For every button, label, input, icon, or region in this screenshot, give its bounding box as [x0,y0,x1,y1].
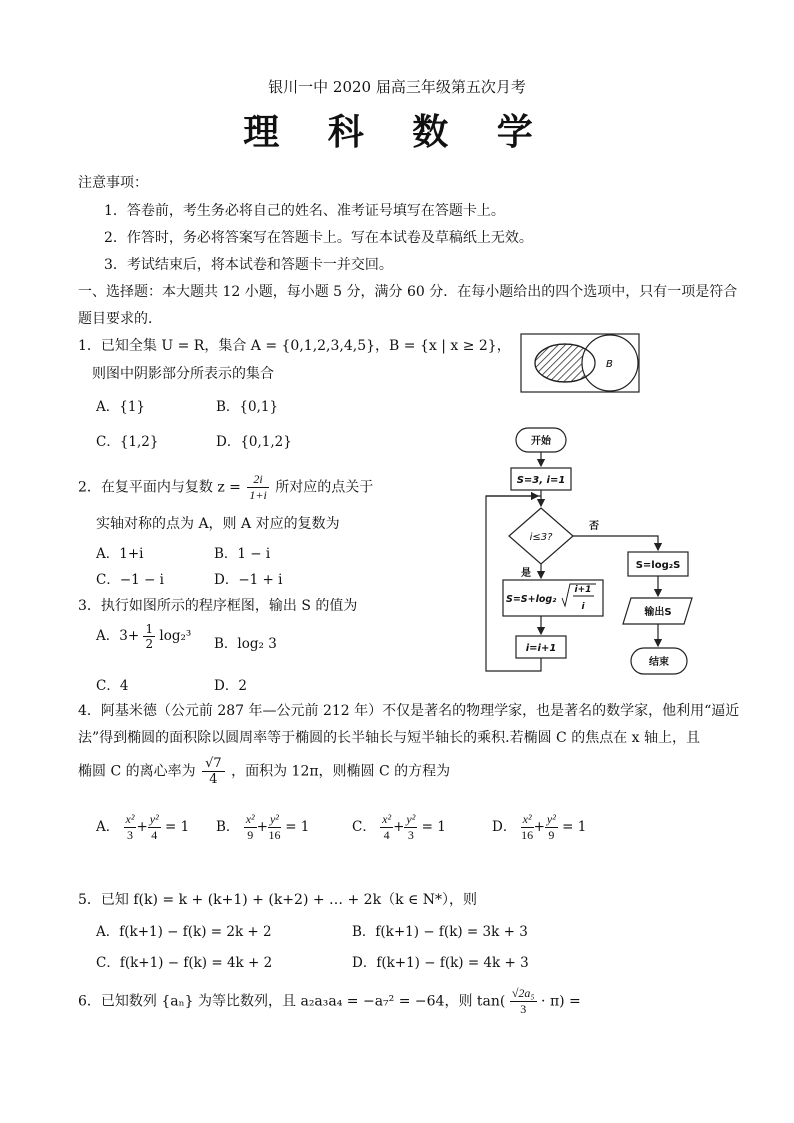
notice-item: 2．作答时，务必将答案写在答题卡上。写在本试卷及草稿纸上无效。 [104,230,533,246]
question-4-stem-cont: 法”得到椭圆的面积除以圆周率等于椭圆的长半轴长与短半轴长的乘积.若椭圆 C 的焦点在 x 轴上，且 [78,730,701,746]
venn-diagram [520,333,640,393]
question-2-option-a: A．1+i [96,546,144,562]
fraction-numerator: √2a₅ [511,986,535,1000]
section-heading-cont: 题目要求的． [78,311,162,327]
question-1-option-c: C．{1,2} [96,434,159,450]
flowchart-end-label: 结束 [649,657,669,668]
flowchart-increment-label: i=i+1 [525,643,557,654]
question-1-stem: 1．已知全集 U = R，集合 A = {0,1,2,3,4,5}，B = {x | x ≥ 2}， [78,338,511,354]
question-4-stem-cont2: 椭圆 C 的离心率为 $\frac{√7}{4}$ ，面积为 12π，则椭圆 C 的方程为 [78,756,451,787]
question-2-stem: 2．在复平面内与复数 z = $\frac{2i}{1+i}$ 所对应的点关于 [78,472,374,502]
question-1-option-d: D．{0,1,2} [216,434,292,450]
eccentricity-numerator: √7 [202,756,225,772]
question-5-stem: 5．已知 f(k) = k + (k+1) + (k+2) + … + 2k（k ∈ N*），则 [78,892,478,908]
question-5-option-a: A．f(k+1) − f(k) = 2k + 2 [96,924,272,940]
question-4-stem: 4．阿基米德（公元前 287 年—公元前 212 年）不仅是著名的物理学家，也是著名的数学家，他利用“逼近 [78,703,740,719]
question-4-option-d: D． $\frac{\text{x²}}{16}$ + $\frac{\text{y²}}{9}$ = 1 [492,812,587,842]
question-6-stem: 6．已知数列 {aₙ} 为等比数列，且 a₂a₃a₄ = −a₇² = −64，则 tan( $\frac{\text{√2a₅}}{3}$ · π) = [78,986,581,1016]
question-5-option-b: B．f(k+1) − f(k) = 3k + 3 [352,924,528,940]
fraction-denominator: 3 [520,1002,527,1016]
flowchart-update-s-label: S=S+log₂ [506,594,557,605]
flowchart-init-label: S=3, i=1 [516,475,566,486]
flowchart-final-s-label: S=log₂S [635,560,681,571]
fraction-numerator: 2i [247,472,268,488]
question-4-option-a: A． $\frac{\text{x²}}{3}$ + $\frac{\text{y²}}{4}$ = 1 [96,812,190,842]
eccentricity-denominator: 4 [209,772,218,787]
exam-title: 理 科 数 学 [243,111,551,153]
flowchart-update-s-den: i [581,602,585,612]
question-4-option-c: C． $\frac{\text{x²}}{4}$ + $\frac{\text{y²}}{3}$ = 1 [352,812,446,842]
question-2-stem-cont: 实轴对称的点为 A，则 A 对应的复数为 [96,516,340,532]
flowchart-no-label: 否 [589,521,599,532]
notice-item: 3．考试结束后，将本试卷和答题卡一并交回。 [104,257,393,273]
notice-item: 1．答卷前，考生务必将自己的姓名、准考证号填写在答题卡上。 [104,203,505,219]
flowchart-start-label: 开始 [531,436,551,447]
question-3-stem: 3．执行如图所示的程序框图，输出 S 的值为 [78,598,358,614]
fraction-denominator: 1+i [249,488,267,502]
question-5-option-d: D．f(k+1) − f(k) = 4k + 3 [352,955,529,971]
question-3-option-b: B．log₂ 3 [214,636,277,652]
flowchart-cond-label: i≤3? [529,532,553,543]
venn-label-b: B [606,359,613,370]
question-2-option-b: B．1 − i [214,546,271,562]
flowchart [478,424,718,680]
question-3-option-d: D．2 [214,678,247,694]
section-heading: 一、选择题：本大题共 12 小题，每小题 5 分，满分 60 分．在每小题给出的四个选项中，只有一项是符合 [78,284,738,300]
question-3-option-c: C．4 [96,678,129,694]
flowchart-update-s-num: i+1 [574,585,592,595]
question-1-option-a: A．{1} [96,399,146,415]
question-1-stem-cont: 则图中阴影部分所表示的集合 [92,366,274,382]
notice-label: 注意事项： [78,175,148,191]
question-4-option-b: B． $\frac{\text{x²}}{9}$ + $\frac{\text{y²}}{16}$ = 1 [216,812,310,842]
flowchart-output-label: 输出S [644,607,672,618]
flowchart-yes-label: 是 [521,568,531,579]
question-1-option-b: B．{0,1} [216,399,279,415]
question-3-option-a: A．3+ $\frac{1}{2}$ log₂³ [96,622,192,651]
question-2-option-c: C．−1 − i [96,572,164,588]
exam-subtitle: 银川一中 2020 届高三年级第五次月考 [268,78,526,96]
question-5-option-c: C．f(k+1) − f(k) = 4k + 2 [96,955,273,971]
question-2-option-d: D．−1 + i [214,572,283,588]
